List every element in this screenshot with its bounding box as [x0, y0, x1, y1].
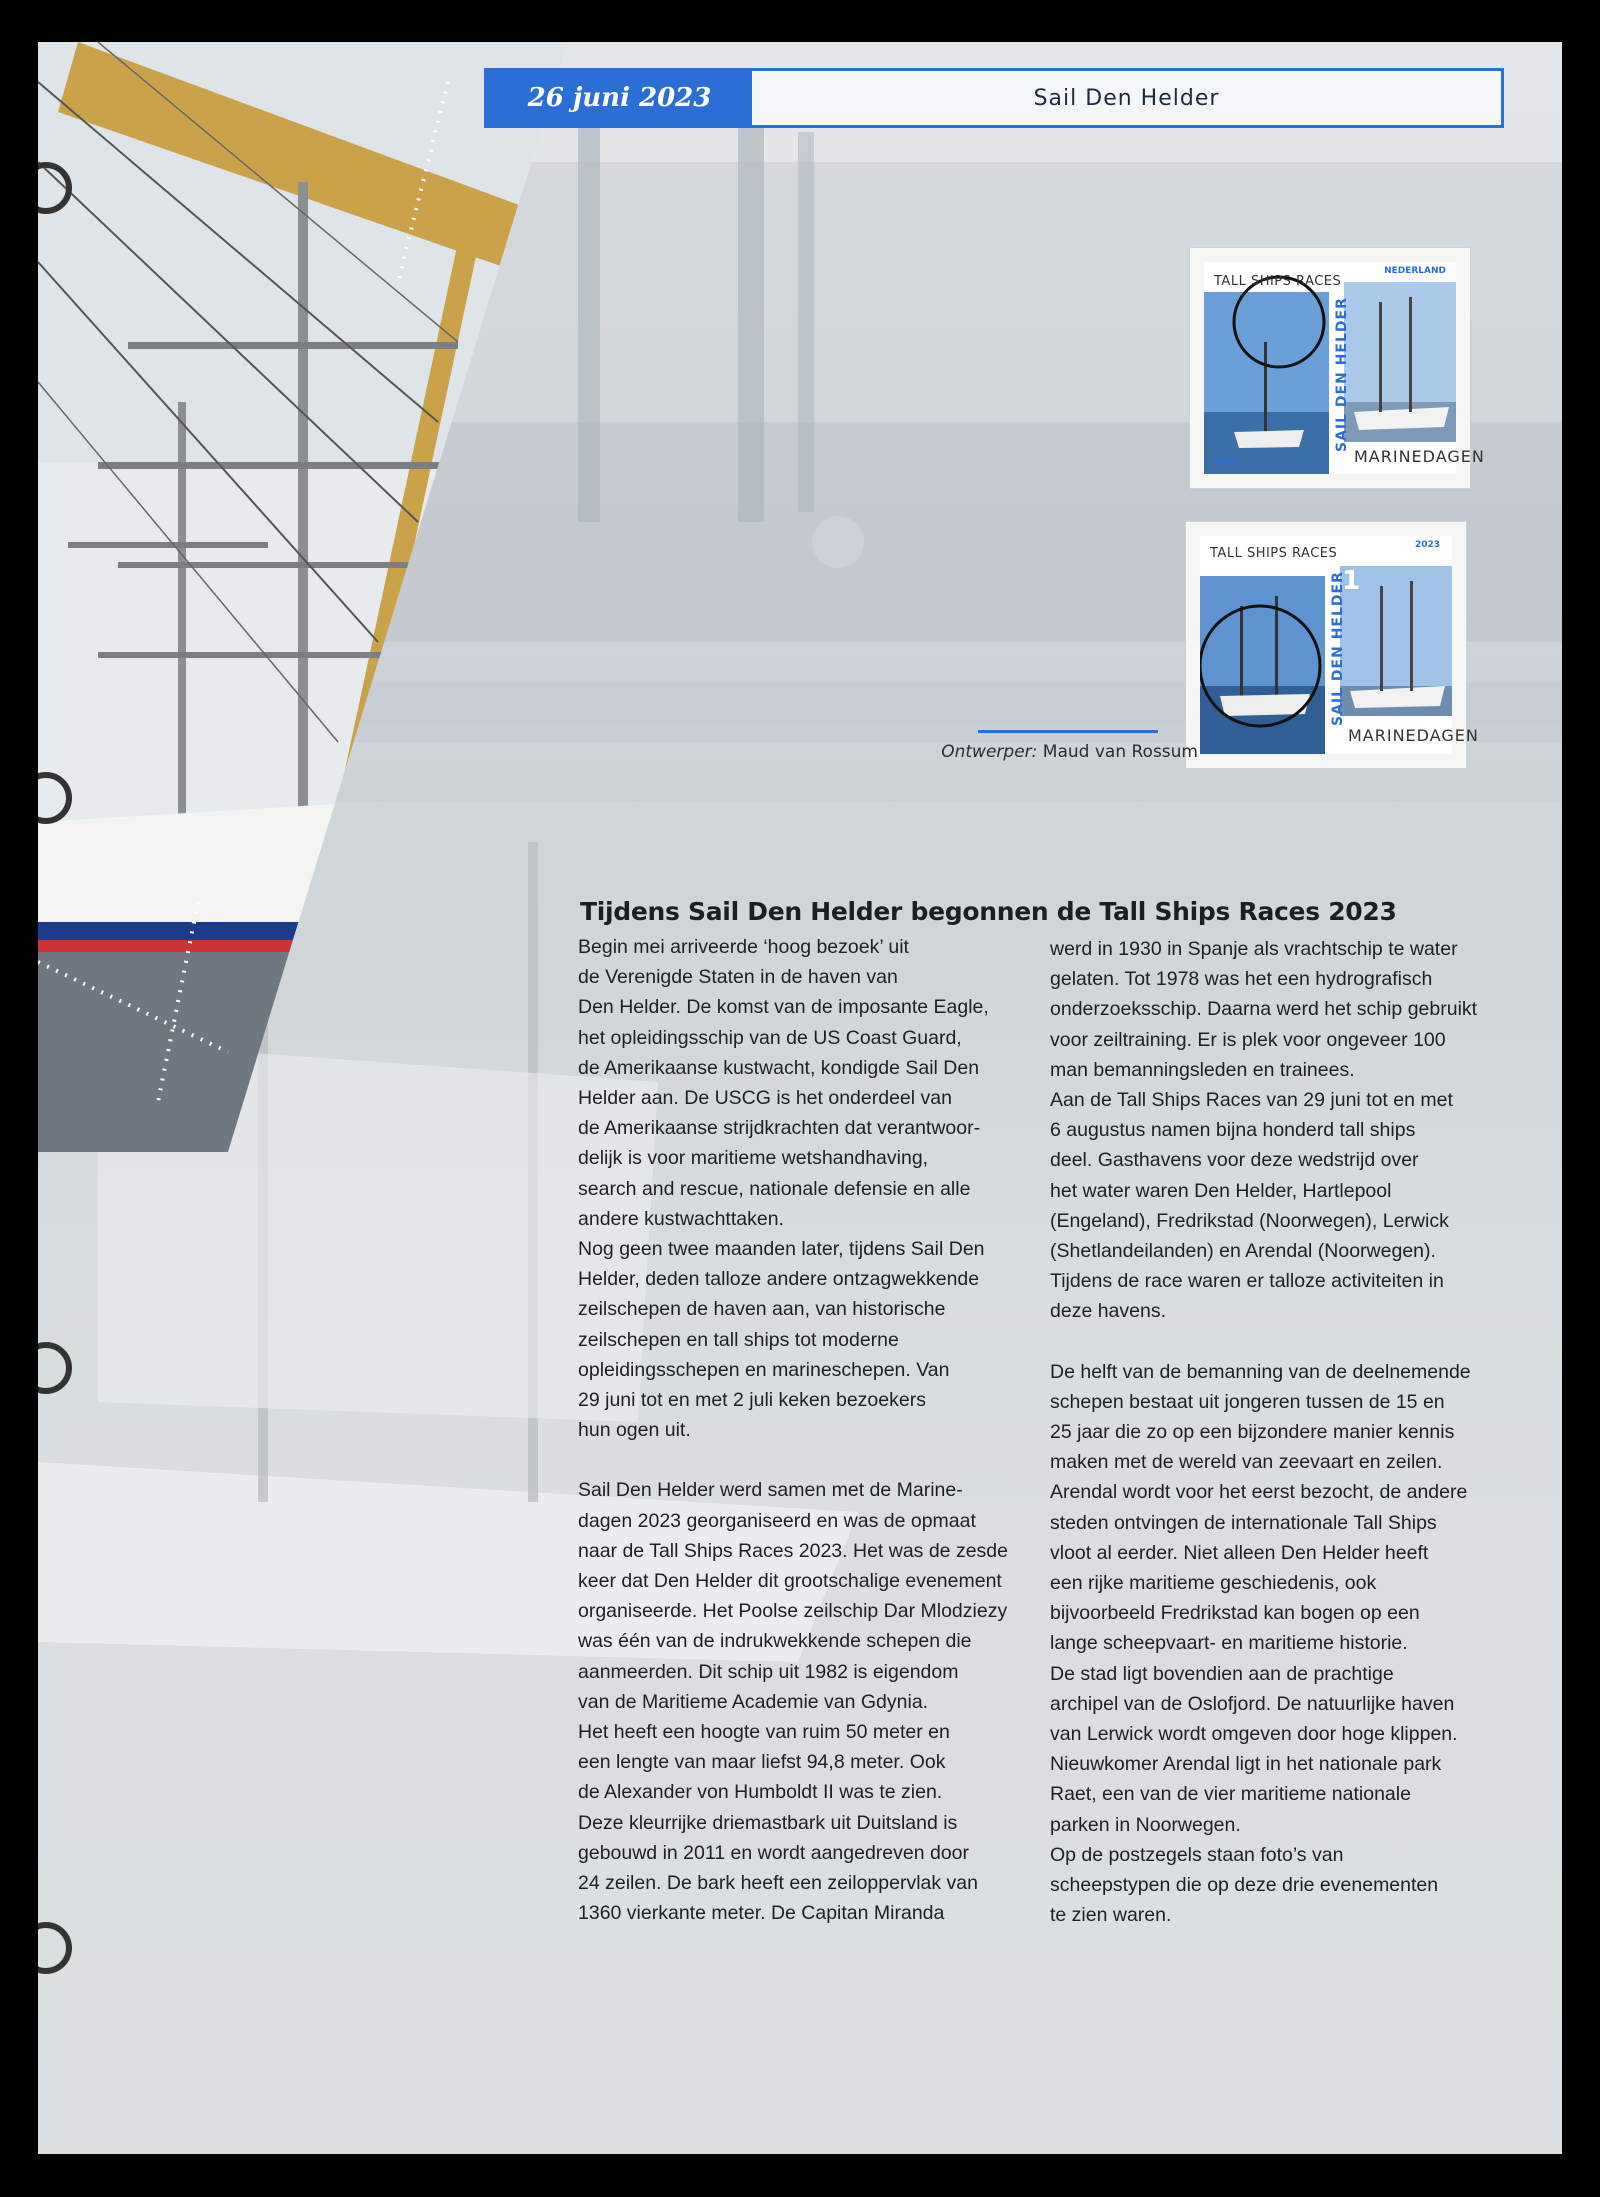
designer-credit — [888, 742, 1198, 762]
stamp-2-value: 1 — [1342, 566, 1362, 596]
article-title: Tijdens Sail Den Helder begonnen de Tall Ships Races 2023 — [580, 897, 1397, 926]
right-paragraph-1: werd in 1930 in Spanje als vrachtschip te water gelaten. Tot 1978 was het een hydrografisch onderzoeksschip. Daarna werd het schip gebruikt voor zeiltraining. Er is plek voor ongeveer 100 man bemanningsleden en trainees. Aan de Tall Ships Races van 29 juni tot en met 6 augustus namen bijna honderd tall ships deel. Gasthavens voor deze wedstrijd over het water waren Den Helder, Hartlepool (Engeland), Fredrikstad (Noorwegen), Lerwick (Shetlandeilanden) en Arendal (Noorwegen). Tijdens de race waren er talloze activiteiten in deze havens. — [1050, 938, 1478, 1323]
designer-name: Maud van Rossum — [1042, 742, 1198, 762]
stamp-2-vertical-text: SAIL DEN HELDER — [1330, 571, 1346, 726]
page-header — [484, 68, 1504, 128]
stamp-2-label-top: TALL SHIPS RACES — [1210, 546, 1338, 561]
stamp-1 — [1190, 248, 1485, 488]
header-date: 26 juni 2023 — [487, 71, 752, 125]
left-paragraph-1: Begin mei arriveerde ‘hoog bezoek’ uit de Verenigde Staten in de haven van Den Helder. De komst van de imposante Eagle, het opleidingsschip van de US Coast Guard, de Amerikaanse kustwacht, kondigde Sail Den Helder aan. De USCG is het onderdeel van de Amerikaanse strijdkrachten dat verantwoor- delijk is voor maritieme wetshandhaving, search and rescue, nationale defensie en alle andere kustwachttaken. Nog geen twee maanden later, tijdens Sail Den Helder, deden talloze andere ontzagwekkende zeilschepen de haven aan, van historische zeilschepen en tall ships tot moderne opleidingsschepen en marineschepen. Van 29 juni tot en met 2 juli keken bezoekers hun ogen uit. — [578, 936, 989, 1442]
designer-divider — [978, 730, 1158, 733]
stamp-2 — [1186, 522, 1479, 768]
stamp-2-ship-photo — [1200, 536, 1452, 754]
right-paragraph-2: De helft van de bemanning van de deelnemende schepen bestaat uit jongeren tussen de 15 en 25 jaar die zo op een bijzondere manier kennis maken met de wereld van zeevaart en zeilen. Arendal wordt voor het eerst bezocht, de andere steden ontvingen de internationale Tall Ships vloot al eerder. Niet alleen Den Helder heeft een rijke maritieme geschiedenis, ook bijvoorbeeld Fredrikstad kan bogen op een lange scheepvaart- en maritieme historie. De stad ligt bovendien aan de prachtige archipel van de Oslofjord. De natuurlijke haven van Lerwick wordt omgeven door hoge klippen. Nieuwkomer Arendal ligt in het nationale park Raet, een van de vier maritieme nationale parken in Noorwegen. Op de postzegels staan foto’s van scheepstypen die op deze drie evenementen te zien waren. — [1050, 1360, 1471, 1927]
stamp-1-label-top: TALL SHIPS RACES — [1214, 274, 1342, 289]
header-title: Sail Den Helder — [1033, 85, 1220, 111]
stamp-1-vertical-text: SAIL DEN HELDER — [1334, 297, 1350, 452]
stamp-1-label-bottom: MARINEDAGEN — [1354, 447, 1485, 466]
stamp-2-year: 2023 — [1414, 540, 1440, 550]
stamp-1-country: NEDERLAND — [1384, 266, 1446, 276]
stamp-1-year: 2023 — [1212, 457, 1238, 467]
stamp-1-image — [1204, 262, 1485, 474]
stamp-2-image — [1200, 536, 1479, 754]
article-right-column — [1050, 934, 1550, 1931]
left-paragraph-2: Sail Den Helder werd samen met de Marine- dagen 2023 georganiseerd en was de opmaat naar de Tall Ships Races 2023. Het was de zesde keer dat Den Helder dit grootschalige evenement organiseerde. Het Poolse zeilschip Dar Mlodziezy was één van de indrukwekkende schepen die aanmeerden. Dit schip uit 1982 is eigendom van de Maritieme Academie van Gdynia. Het heeft een hoogte van ruim 50 meter en een lengte van maar liefst 94,8 meter. Ook de Alexander von Humboldt II was te zien. Deze kleurrijke driemastbark uit Duitsland is gebouwd in 2011 en wordt aangedreven door 24 zeilen. De bark heeft een zeiloppervlak van 1360 vierkante meter. De Capitan Miranda — [578, 1479, 1008, 1925]
stamp-2-label-bottom: MARINEDAGEN — [1348, 726, 1479, 745]
designer-label: Ontwerper: — [941, 742, 1038, 762]
article-left-column — [578, 932, 1048, 1929]
stamp-1-ship-photo — [1204, 262, 1456, 474]
album-page — [38, 42, 1562, 2154]
